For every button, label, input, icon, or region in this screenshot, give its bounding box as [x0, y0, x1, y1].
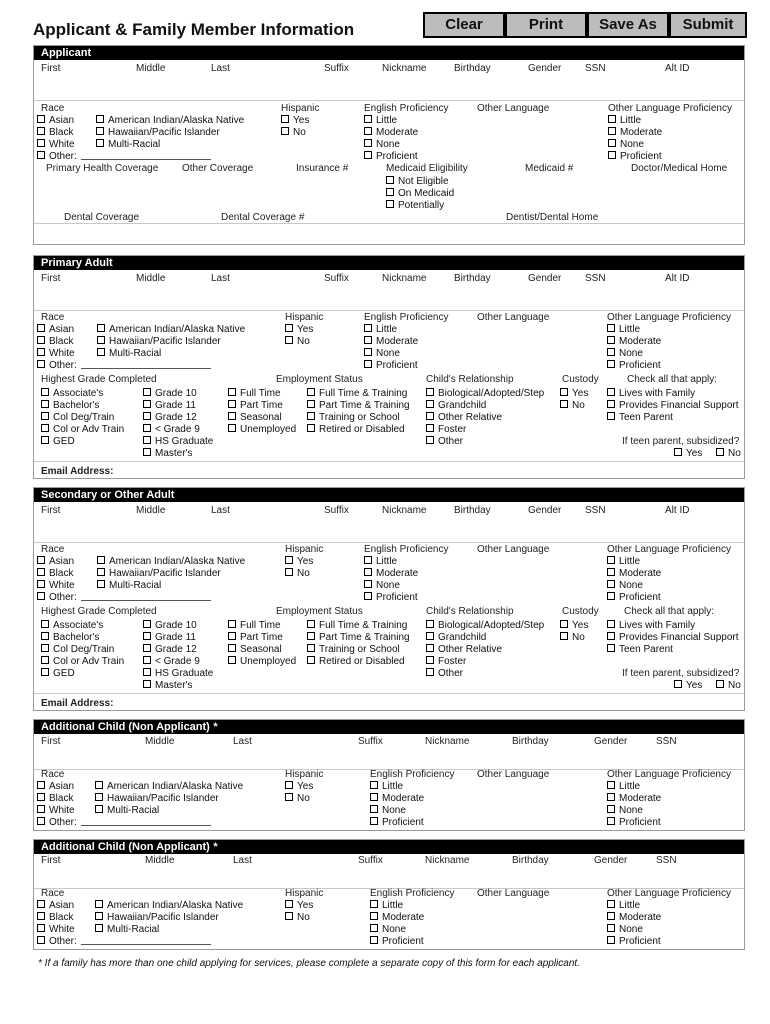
nickname-label: Nickname — [425, 855, 470, 866]
section-header — [34, 840, 744, 854]
olp-proficient-checkbox[interactable]: Proficient — [607, 817, 661, 828]
grade-coldeg-checkbox[interactable]: Col Deg/Train — [41, 644, 114, 655]
race-other-label: Other: — [49, 592, 77, 603]
employ-parttime-checkbox[interactable]: Part Time — [228, 400, 283, 411]
english-none-checkbox[interactable]: None — [364, 348, 400, 359]
race-hpi-checkbox[interactable]: Hawaiian/Pacific Islander — [97, 568, 221, 579]
nickname-label: Nickname — [425, 736, 470, 747]
grade-coladv-checkbox[interactable]: Col or Adv Train — [41, 656, 124, 667]
gender-label: Gender — [528, 273, 562, 284]
hispanic-yes-checkbox[interactable]: Yes — [285, 781, 313, 792]
divider — [34, 461, 744, 462]
teen-question: If teen parent, subsidized? — [622, 668, 740, 679]
race-asian-checkbox[interactable]: Asian — [37, 556, 74, 567]
race-other-label: Other: — [49, 817, 77, 828]
email-label: Email Address: — [41, 698, 114, 709]
english-moderate-checkbox[interactable]: Moderate — [364, 127, 418, 138]
last-label: Last — [233, 855, 252, 866]
race-other-checkbox[interactable] — [37, 936, 211, 947]
employ-seasonal-checkbox[interactable]: Seasonal — [228, 644, 282, 655]
grade-assoc-checkbox[interactable]: Associate's — [41, 620, 103, 631]
grade-lt9-checkbox[interactable]: < Grade 9 — [143, 424, 200, 435]
divider — [34, 100, 744, 101]
grade-10-checkbox[interactable]: Grade 10 — [143, 388, 197, 399]
english-proficient-checkbox[interactable]: Proficient — [364, 592, 418, 603]
divider — [34, 693, 744, 694]
rel-foster-checkbox[interactable]: Foster — [426, 656, 466, 667]
custody-yes-checkbox[interactable]: Yes — [560, 620, 588, 631]
gender-label: Gender — [594, 855, 628, 866]
section-header: Applicant — [34, 46, 744, 60]
grade-bach-checkbox[interactable]: Bachelor's — [41, 400, 99, 411]
financial-checkbox[interactable]: Provides Financial Support — [607, 632, 739, 643]
race-multi-checkbox[interactable]: Multi-Racial — [97, 580, 161, 591]
race-asian-checkbox[interactable]: Asian — [37, 781, 74, 792]
suffix-label: Suffix — [358, 736, 383, 747]
race-multi-checkbox[interactable]: Multi-Racial — [97, 348, 161, 359]
other-language-label: Other Language — [477, 544, 550, 555]
birthday-label: Birthday — [512, 855, 549, 866]
employ-ft-training-checkbox[interactable]: Full Time & Training — [307, 388, 407, 399]
race-asian-checkbox[interactable]: Asian — [37, 900, 74, 911]
lives-checkbox[interactable]: Lives with Family — [607, 620, 695, 631]
dental-num-label: Dental Coverage # — [221, 212, 305, 223]
not-eligible-checkbox[interactable]: Not Eligible — [386, 176, 449, 187]
subsidized-yes-checkbox[interactable]: Yes — [674, 448, 702, 459]
middle-label: Middle — [145, 855, 175, 866]
english-proficient-checkbox[interactable]: Proficient — [370, 936, 424, 947]
other-language-label: Other Language — [477, 769, 550, 780]
employ-unemployed-checkbox[interactable]: Unemployed — [228, 656, 296, 667]
hispanic-no-checkbox[interactable]: No — [285, 568, 310, 579]
hispanic-yes-checkbox[interactable]: Yes — [285, 556, 313, 567]
grade-hs-checkbox[interactable]: HS Graduate — [143, 436, 213, 447]
other-language-label: Other Language — [477, 103, 550, 114]
last-label: Last — [211, 63, 230, 74]
olp-none-checkbox[interactable]: None — [607, 805, 643, 816]
section-title: Additional Child (Non Applicant) — [41, 721, 210, 733]
hispanic-yes-checkbox[interactable]: Yes — [285, 324, 313, 335]
race-black-checkbox[interactable]: Black — [37, 336, 73, 347]
race-white-checkbox[interactable]: White — [37, 805, 75, 816]
grade-11-checkbox[interactable]: Grade 11 — [143, 632, 196, 643]
race-ai-checkbox[interactable]: American Indian/Alaska Native — [95, 781, 243, 792]
suffix-label: Suffix — [324, 505, 349, 516]
other-coverage-label: Other Coverage — [182, 163, 254, 174]
ssn-label: SSN — [585, 273, 606, 284]
english-none-checkbox[interactable]: None — [370, 805, 406, 816]
insurance-label: Insurance # — [296, 163, 349, 174]
nickname-label: Nickname — [382, 273, 427, 284]
race-black-checkbox[interactable]: Black — [37, 793, 73, 804]
olp-little-checkbox[interactable]: Little — [607, 781, 640, 792]
english-label: English Proficiency — [370, 769, 455, 780]
middle-label: Middle — [136, 505, 166, 516]
olp-moderate-checkbox[interactable]: Moderate — [607, 793, 661, 804]
custody-label: Custody — [562, 606, 599, 617]
subsidized-no-checkbox[interactable]: No — [716, 448, 741, 459]
last-label: Last — [211, 273, 230, 284]
english-moderate-checkbox[interactable]: Moderate — [364, 336, 418, 347]
altid-label: Alt ID — [665, 63, 690, 74]
grade-ged-checkbox[interactable]: GED — [41, 668, 75, 679]
grade-10-checkbox[interactable]: Grade 10 — [143, 620, 197, 631]
financial-checkbox[interactable]: Provides Financial Support — [607, 400, 739, 411]
grade-12-checkbox[interactable]: Grade 12 — [143, 644, 197, 655]
hispanic-label: Hispanic — [281, 103, 320, 114]
employ-unemployed-checkbox[interactable]: Unemployed — [228, 424, 296, 435]
english-little-checkbox[interactable]: Little — [364, 556, 397, 567]
first-label: First — [41, 505, 61, 516]
employ-fulltime-checkbox[interactable]: Full Time — [228, 620, 281, 631]
race-hpi-checkbox[interactable]: Hawaiian/Pacific Islander — [97, 336, 221, 347]
race-black-checkbox[interactable]: Black — [37, 127, 73, 138]
hispanic-no-checkbox[interactable]: No — [285, 336, 310, 347]
olp-proficient-checkbox[interactable]: Proficient — [607, 592, 661, 603]
english-proficient-checkbox[interactable]: Proficient — [364, 360, 418, 371]
first-label: First — [41, 736, 61, 747]
olp-little-checkbox[interactable]: Little — [607, 324, 640, 335]
middle-label: Middle — [136, 273, 166, 284]
print-button[interactable]: Print — [505, 12, 587, 38]
grade-masters-checkbox[interactable]: Master's — [143, 448, 192, 459]
english-little-checkbox[interactable]: Little — [364, 115, 397, 126]
race-other-input[interactable] — [81, 592, 211, 601]
footnote-star: * — [212, 841, 218, 853]
olp-none-checkbox[interactable]: None — [607, 924, 643, 935]
hispanic-label: Hispanic — [285, 769, 324, 780]
subsidized-yes-checkbox[interactable]: Yes — [674, 680, 702, 691]
employ-parttime-checkbox[interactable]: Part Time — [228, 632, 283, 643]
ssn-label: SSN — [656, 736, 677, 747]
save-as-button[interactable]: Save As — [587, 12, 669, 38]
olp-proficient-checkbox[interactable]: Proficient — [607, 936, 661, 947]
other-language-label: Other Language — [477, 312, 550, 323]
grade-label: Highest Grade Completed — [41, 374, 157, 385]
grade-masters-checkbox[interactable]: Master's — [143, 680, 192, 691]
olp-none-checkbox[interactable]: None — [607, 580, 643, 591]
employ-pt-training-checkbox[interactable]: Part Time & Training — [307, 400, 410, 411]
employ-label: Employment Status — [276, 606, 363, 617]
olp-none-checkbox[interactable]: None — [607, 348, 643, 359]
other-lang-prof-label: Other Language Proficiency — [607, 312, 731, 323]
employ-retired-checkbox[interactable]: Retired or Disabled — [307, 424, 405, 435]
employ-pt-training-checkbox[interactable]: Part Time & Training — [307, 632, 410, 643]
check-all-label: Check all that apply: — [627, 374, 718, 385]
race-multi-checkbox[interactable]: Multi-Racial — [95, 805, 159, 816]
other-lang-prof-label: Other Language Proficiency — [607, 769, 731, 780]
grade-hs-checkbox[interactable]: HS Graduate — [143, 668, 213, 679]
suffix-label: Suffix — [324, 63, 349, 74]
middle-label: Middle — [145, 736, 175, 747]
race-other-label: Other: — [49, 936, 77, 947]
page-title: Applicant & Family Member Information — [33, 20, 355, 39]
potentially-checkbox[interactable]: Potentially — [386, 200, 444, 211]
relationship-label: Child's Relationship — [426, 374, 514, 385]
rel-other-checkbox[interactable]: Other — [426, 668, 463, 679]
hispanic-label: Hispanic — [285, 312, 324, 323]
subsidized-no-checkbox[interactable]: No — [716, 680, 741, 691]
suffix-label: Suffix — [358, 855, 383, 866]
race-ai-checkbox[interactable]: American Indian/Alaska Native — [96, 115, 244, 126]
hispanic-no-checkbox[interactable]: No — [281, 127, 306, 138]
race-other-input[interactable] — [81, 360, 211, 369]
additional-child-section-1 — [33, 719, 745, 831]
english-moderate-checkbox[interactable]: Moderate — [370, 912, 424, 923]
ssn-label: SSN — [585, 505, 606, 516]
rel-foster-checkbox[interactable]: Foster — [426, 424, 466, 435]
olp-proficient-checkbox[interactable]: Proficient — [608, 151, 662, 162]
race-label: Race — [41, 769, 65, 780]
grade-bach-checkbox[interactable]: Bachelor's — [41, 632, 99, 643]
grade-label: Highest Grade Completed — [41, 606, 157, 617]
race-ai-checkbox[interactable]: American Indian/Alaska Native — [97, 324, 245, 335]
race-other-input[interactable] — [81, 817, 211, 826]
race-label: Race — [41, 544, 65, 555]
olp-moderate-checkbox[interactable]: Moderate — [607, 336, 661, 347]
hispanic-label: Hispanic — [285, 888, 324, 899]
hispanic-no-checkbox[interactable]: No — [285, 912, 310, 923]
race-black-checkbox[interactable]: Black — [37, 568, 73, 579]
race-white-checkbox[interactable]: White — [37, 348, 75, 359]
olp-none-checkbox[interactable]: None — [608, 139, 644, 150]
race-label: Race — [41, 888, 65, 899]
hispanic-label: Hispanic — [285, 544, 324, 555]
ssn-label: SSN — [656, 855, 677, 866]
rel-otherrel-checkbox[interactable]: Other Relative — [426, 412, 502, 423]
birthday-label: Birthday — [454, 63, 491, 74]
primary-adult-section — [33, 255, 745, 479]
rel-other-checkbox[interactable]: Other — [426, 436, 463, 447]
secondary-adult-section — [33, 487, 745, 711]
lives-checkbox[interactable]: Lives with Family — [607, 388, 695, 399]
custody-no-checkbox[interactable]: No — [560, 632, 585, 643]
race-hpi-checkbox[interactable]: Hawaiian/Pacific Islander — [95, 912, 219, 923]
other-lang-prof-label: Other Language Proficiency — [607, 544, 731, 555]
first-label: First — [41, 63, 61, 74]
teen-question: If teen parent, subsidized? — [622, 436, 740, 447]
olp-moderate-checkbox[interactable]: Moderate — [607, 912, 661, 923]
gender-label: Gender — [528, 63, 562, 74]
primary-health-label: Primary Health Coverage — [46, 163, 159, 174]
other-lang-prof-label: Other Language Proficiency — [608, 103, 732, 114]
employ-training-checkbox[interactable]: Training or School — [307, 412, 400, 423]
english-label: English Proficiency — [364, 312, 449, 323]
rel-bio-checkbox[interactable]: Biological/Adopted/Step — [426, 388, 544, 399]
birthday-label: Birthday — [454, 505, 491, 516]
additional-child-section-2 — [33, 839, 745, 950]
other-language-label: Other Language — [477, 888, 550, 899]
olp-little-checkbox[interactable]: Little — [608, 115, 641, 126]
rel-grand-checkbox[interactable]: Grandchild — [426, 632, 486, 643]
submit-button[interactable]: Submit — [669, 12, 747, 38]
section-header — [34, 720, 744, 734]
teen-checkbox[interactable]: Teen Parent — [607, 412, 673, 423]
medicaid-num-label: Medicaid # — [525, 163, 574, 174]
english-little-checkbox[interactable]: Little — [370, 900, 403, 911]
race-black-checkbox[interactable]: Black — [37, 912, 73, 923]
section-header: Primary Adult — [34, 256, 744, 270]
custody-no-checkbox[interactable]: No — [560, 400, 585, 411]
gender-label: Gender — [594, 736, 628, 747]
race-white-checkbox[interactable]: White — [37, 580, 75, 591]
race-other-input[interactable] — [81, 151, 211, 160]
nickname-label: Nickname — [382, 505, 427, 516]
olp-little-checkbox[interactable]: Little — [607, 900, 640, 911]
employ-fulltime-checkbox[interactable]: Full Time — [228, 388, 281, 399]
birthday-label: Birthday — [454, 273, 491, 284]
race-white-checkbox[interactable]: White — [37, 924, 75, 935]
rel-bio-checkbox[interactable]: Biological/Adopted/Step — [426, 620, 544, 631]
doctor-label: Doctor/Medical Home — [631, 163, 728, 174]
english-none-checkbox[interactable]: None — [370, 924, 406, 935]
custody-label: Custody — [562, 374, 599, 385]
email-label: Email Address: — [41, 466, 114, 477]
hispanic-no-checkbox[interactable]: No — [285, 793, 310, 804]
english-none-checkbox[interactable]: None — [364, 139, 400, 150]
ssn-label: SSN — [585, 63, 606, 74]
race-other-checkbox[interactable] — [37, 151, 211, 162]
hispanic-yes-checkbox[interactable]: Yes — [285, 900, 313, 911]
english-proficient-checkbox[interactable]: Proficient — [370, 817, 424, 828]
english-moderate-checkbox[interactable]: Moderate — [370, 793, 424, 804]
english-moderate-checkbox[interactable]: Moderate — [364, 568, 418, 579]
employ-training-checkbox[interactable]: Training or School — [307, 644, 400, 655]
olp-proficient-checkbox[interactable]: Proficient — [607, 360, 661, 371]
divider — [34, 542, 744, 543]
race-asian-checkbox[interactable]: Asian — [37, 115, 74, 126]
section-header: Secondary or Other Adult — [34, 488, 744, 502]
rel-otherrel-checkbox[interactable]: Other Relative — [426, 644, 502, 655]
middle-label: Middle — [136, 63, 166, 74]
footnote: * If a family has more than one child applying for services, please complete a separate copy of this form for each applicant. — [38, 958, 580, 969]
race-multi-checkbox[interactable]: Multi-Racial — [95, 924, 159, 935]
race-hpi-checkbox[interactable]: Hawaiian/Pacific Islander — [96, 127, 220, 138]
divider — [34, 310, 744, 311]
race-other-label: Other: — [49, 151, 77, 162]
grade-assoc-checkbox[interactable]: Associate's — [41, 388, 103, 399]
altid-label: Alt ID — [665, 273, 690, 284]
english-label: English Proficiency — [364, 103, 449, 114]
last-label: Last — [233, 736, 252, 747]
race-other-checkbox[interactable] — [37, 360, 211, 371]
employ-ft-training-checkbox[interactable]: Full Time & Training — [307, 620, 407, 631]
nickname-label: Nickname — [382, 63, 427, 74]
divider — [34, 223, 744, 224]
english-little-checkbox[interactable]: Little — [364, 324, 397, 335]
employ-label: Employment Status — [276, 374, 363, 385]
on-medicaid-checkbox[interactable]: On Medicaid — [386, 188, 454, 199]
race-other-checkbox[interactable] — [37, 592, 211, 603]
hispanic-yes-checkbox[interactable]: Yes — [281, 115, 309, 126]
clear-button[interactable]: Clear — [423, 12, 505, 38]
race-other-label: Other: — [49, 360, 77, 371]
race-other-checkbox[interactable] — [37, 817, 211, 828]
dental-label: Dental Coverage — [64, 212, 140, 223]
race-multi-checkbox[interactable]: Multi-Racial — [96, 139, 160, 150]
other-lang-prof-label: Other Language Proficiency — [607, 888, 731, 899]
suffix-label: Suffix — [324, 273, 349, 284]
grade-12-checkbox[interactable]: Grade 12 — [143, 412, 197, 423]
race-white-checkbox[interactable]: White — [37, 139, 75, 150]
race-ai-checkbox[interactable]: American Indian/Alaska Native — [97, 556, 245, 567]
race-hpi-checkbox[interactable]: Hawaiian/Pacific Islander — [95, 793, 219, 804]
grade-coladv-checkbox[interactable]: Col or Adv Train — [41, 424, 124, 435]
dentist-label: Dentist/Dental Home — [506, 212, 599, 223]
first-label: First — [41, 855, 61, 866]
olp-little-checkbox[interactable]: Little — [607, 556, 640, 567]
english-proficient-checkbox[interactable]: Proficient — [364, 151, 418, 162]
race-asian-checkbox[interactable]: Asian — [37, 324, 74, 335]
grade-11-checkbox[interactable]: Grade 11 — [143, 400, 196, 411]
race-label: Race — [41, 312, 65, 323]
grade-ged-checkbox[interactable]: GED — [41, 436, 75, 447]
grade-lt9-checkbox[interactable]: < Grade 9 — [143, 656, 200, 667]
teen-checkbox[interactable]: Teen Parent — [607, 644, 673, 655]
race-label: Race — [41, 103, 65, 114]
grade-coldeg-checkbox[interactable]: Col Deg/Train — [41, 412, 114, 423]
custody-yes-checkbox[interactable]: Yes — [560, 388, 588, 399]
footnote-star: * — [212, 721, 218, 733]
olp-moderate-checkbox[interactable]: Moderate — [607, 568, 661, 579]
english-label: English Proficiency — [364, 544, 449, 555]
last-label: Last — [211, 505, 230, 516]
english-label: English Proficiency — [370, 888, 455, 899]
english-none-checkbox[interactable]: None — [364, 580, 400, 591]
section-title: Additional Child (Non Applicant) — [41, 841, 210, 853]
medicaid-elig-label: Medicaid Eligibility — [386, 163, 468, 174]
applicant-section — [33, 45, 745, 245]
race-other-input[interactable] — [81, 936, 211, 945]
first-label: First — [41, 273, 61, 284]
altid-label: Alt ID — [665, 505, 690, 516]
rel-grand-checkbox[interactable]: Grandchild — [426, 400, 486, 411]
employ-retired-checkbox[interactable]: Retired or Disabled — [307, 656, 405, 667]
race-ai-checkbox[interactable]: American Indian/Alaska Native — [95, 900, 243, 911]
birthday-label: Birthday — [512, 736, 549, 747]
relationship-label: Child's Relationship — [426, 606, 514, 617]
check-all-label: Check all that apply: — [624, 606, 715, 617]
gender-label: Gender — [528, 505, 562, 516]
employ-seasonal-checkbox[interactable]: Seasonal — [228, 412, 282, 423]
english-little-checkbox[interactable]: Little — [370, 781, 403, 792]
olp-moderate-checkbox[interactable]: Moderate — [608, 127, 662, 138]
